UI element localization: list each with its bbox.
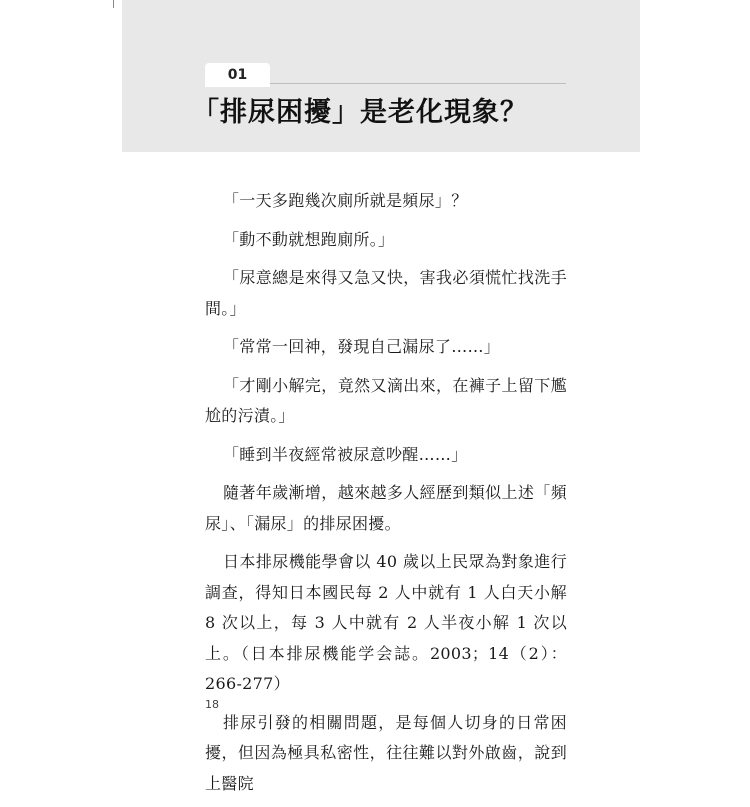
paragraph: 「尿意總是來得又急又快，害我必須慌忙找洗手間。」 — [205, 268, 567, 318]
paragraph: 隨著年歲漸增，越來越多人經歷到類似上述「頻尿」、「漏尿」的排尿困擾。 — [205, 483, 567, 533]
paragraph: 排尿引發的相關問題，是每個人切身的日常困擾，但因為極具私密性，往往難以對外啟齒，說到上醫院 — [205, 712, 567, 793]
paragraph: 「一天多跑幾次廁所就是頻尿」？ — [223, 191, 468, 210]
crop-mark — [113, 0, 114, 8]
chapter-title: 「排尿困擾」是老化現象？ — [192, 97, 528, 128]
paragraph: 「動不動就想跑廁所。」 — [223, 229, 395, 249]
chapter-header-band — [122, 0, 640, 152]
page-number: 18 — [205, 698, 219, 711]
body-text — [205, 186, 567, 807]
paragraph: 「睡到半夜經常被尿意吵醒……」 — [223, 444, 468, 464]
chapter-number-tab: 01 — [205, 63, 270, 87]
header-divider — [270, 83, 566, 84]
paragraph: 日本排尿機能學會以 40 歲以上民眾為對象進行調查，得知日本國民每 2 人中就有 1 人白天小解 8 次以上，每 3 人中就有 2 人半夜小解 1 次以上。（日本排尿機能学会誌。2003；14（2）：266-277） — [205, 552, 567, 693]
paragraph: 「常常一回神，發現自己漏尿了……」 — [223, 337, 501, 356]
paragraph: 「才剛小解完，竟然又滴出來，在褲子上留下尷尬的污漬。」 — [205, 375, 567, 425]
